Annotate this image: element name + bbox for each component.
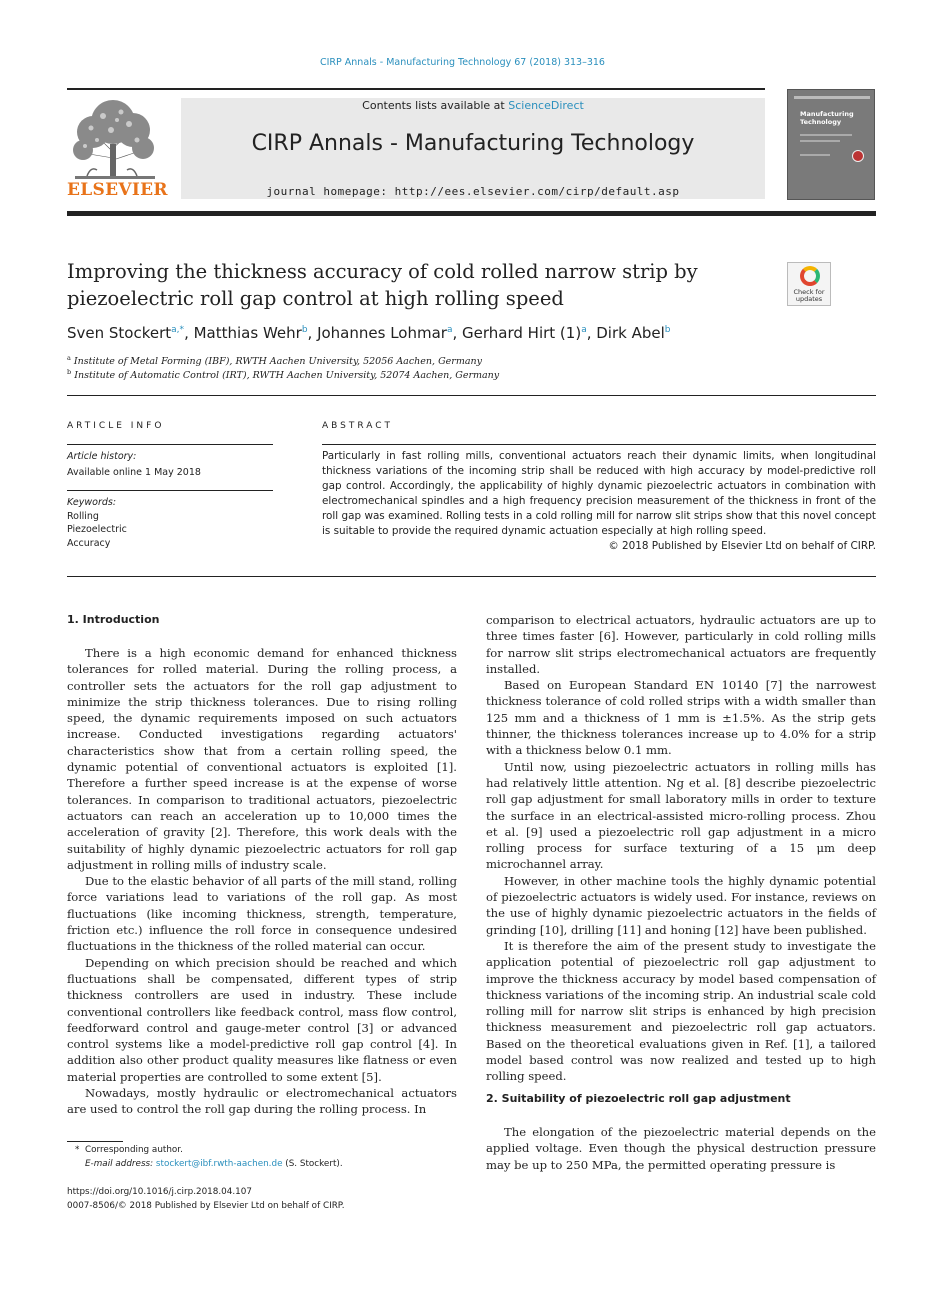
section-1-heading: 1. Introduction <box>67 613 160 626</box>
check-for-updates-badge[interactable] <box>787 262 831 306</box>
footnote-mark: * <box>75 1145 80 1155</box>
history-label: Article history: <box>67 451 137 462</box>
section-2-text <box>486 1124 876 1173</box>
keywords-block <box>67 496 273 550</box>
abstract-rule <box>322 444 876 445</box>
body-paragraph: Until now, using piezoelectric actuators in rolling mills has had relatively little attention. Ng et al. [8] describe piezoelectric roll gap adjustment for small laboratory mills in order to texture the surface in an electrical-assisted micro-rolling process. Zhou et al. [9] used a piezoelectric roll gap adjustment in a micro rolling process for surface texturing of a 15 μm deep microchannel array. <box>486 759 876 872</box>
author-name[interactable]: Matthias Wehr <box>193 324 302 342</box>
keyword[interactable]: Accuracy <box>67 537 111 549</box>
author-affil-sup[interactable]: b <box>664 325 671 335</box>
sciencedirect-link[interactable]: ScienceDirect <box>508 99 584 112</box>
email-suffix: (S. Stockert). <box>282 1159 343 1169</box>
keyword[interactable]: Rolling <box>67 510 99 522</box>
contents-prefix: Contents lists available at <box>362 99 509 112</box>
body-paragraph: Depending on which precision should be reached and which fluctuations shall be compensated, different types of strip thickness controllers are used in industry. These include conventional controllers like feedback control, mass flow control, feedforward control and gauge-meter control [3] or advanced control systems like a model-predictive roll gap control [4]. In addition also other product quality measures like flatness or even material properties are controlled to some extent [5]. <box>67 955 457 1084</box>
keyword[interactable]: Piezoelectric <box>67 524 127 535</box>
body-paragraph: Based on European Standard EN 10140 [7] the narrowest thickness tolerance of cold rolled strips with a width smaller than 125 mm and a thickness of 1 mm is ±1.5%. As the strip gets thinner, the thickness tolerances increase up to 4.0% for a strip with a thickness below 0.1 mm. <box>486 678 876 758</box>
article-history <box>67 450 273 479</box>
article-title: Improving the thickness accuracy of cold rolled narrow strip by piezoelectric roll gap control at high rolling speed <box>67 260 698 310</box>
corresponding-text: Corresponding author. <box>85 1145 183 1155</box>
email-label: E-mail address: <box>85 1159 154 1169</box>
author-name[interactable]: Sven Stockert <box>67 324 172 342</box>
right-column-text <box>486 612 876 1085</box>
keywords-label: Keywords: <box>67 497 117 508</box>
affiliation-sup: a <box>67 354 71 362</box>
abstract-heading: ABSTRACT <box>322 421 394 431</box>
check-updates-label: Check for updates <box>793 288 825 303</box>
abstract-copyright: © 2018 Published by Elsevier Ltd on behalf of CIRP. <box>608 540 876 552</box>
doi-link[interactable]: https://doi.org/10.1016/j.cirp.2018.04.107 <box>67 1187 252 1197</box>
author-separator: , <box>452 324 463 342</box>
cover-line <box>800 134 852 136</box>
article-info-rule <box>67 444 273 445</box>
body-paragraph: It is therefore the aim of the present study to investigate the application potential of piezoelectric roll gap adjustment to improve the thickness accuracy by model based compensation of thickness variations of the incoming strip. An industrial scale cold rolling mill for narrow slit strips is enhanced by high precision thickness measurement and piezoelectric roll gap actuators. Based on the theoretical evaluations given in Ref. [1], a tailored model based control was now realized and tested up to high rolling speed. <box>486 938 876 1084</box>
cover-top-band <box>794 96 870 99</box>
author-separator: , <box>586 324 597 342</box>
abstract-end-rule <box>67 576 876 577</box>
header-bottom-rule <box>67 211 876 216</box>
author-name[interactable]: Johannes Lohmar <box>317 324 447 342</box>
check-updates-icon <box>800 266 820 286</box>
author-name[interactable]: Gerhard Hirt (1) <box>462 324 582 342</box>
body-paragraph: Due to the elastic behavior of all parts of the mill stand, rolling force variations lead to variations of the roll gap. As most fluctuations (like incoming thickness, strength, temperature, friction etc.) influence the roll force in consequence undesired fluctuations in the thickness of the rolled material can occur. <box>67 874 457 954</box>
cover-title: Manufacturing Technology <box>800 110 854 126</box>
author-separator: , <box>307 324 318 342</box>
abstract-body <box>322 449 876 554</box>
affiliation-text: Institute of Automatic Control (IRT), RWTH Aachen University, 52074 Aachen, Germany <box>74 370 500 382</box>
author-affil-sup[interactable]: b <box>301 325 308 335</box>
author-affil-sup[interactable]: a <box>446 325 453 335</box>
cover-seal-icon <box>852 150 864 162</box>
body-paragraph: However, in other machine tools the highly dynamic potential of piezoelectric actuators is widely used. For instance, reviews on the use of highly dynamic piezoelectric actuators in the fields of grinding [10], drilling [11] and honing [12] have been published. <box>486 873 876 937</box>
affiliation-a <box>67 354 482 367</box>
issn-line: 0007-8506/© 2018 Published by Elsevier Ltd on behalf of CIRP. <box>67 1201 345 1211</box>
author-name[interactable]: Dirk Abel <box>596 324 665 342</box>
elsevier-logo[interactable] <box>67 96 168 200</box>
history-value: Available online 1 May 2018 <box>67 466 201 478</box>
body-paragraph: Nowadays, mostly hydraulic or electromechanical actuators are used to control the roll gap during the rolling process. In <box>67 1086 457 1117</box>
journal-homepage[interactable]: journal homepage: http://ees.elsevier.com/cirp/default.asp <box>266 185 680 198</box>
body-paragraph: comparison to electrical actuators, hydraulic actuators are up to three times faster [6]. However, particularly in cold rolling mills for narrow slit strips electromechanical actuators are frequently installed. <box>486 613 876 676</box>
author-affil-sup[interactable]: a,* <box>171 325 185 335</box>
elsevier-wordmark: ELSEVIER <box>67 180 168 200</box>
section-2-heading: 2. Suitability of piezoelectric roll gap adjustment <box>486 1092 791 1105</box>
body-paragraph: The elongation of the piezoelectric material depends on the applied voltage. Even though the physical destruction pressure may be up to 250 MPa, the permitted operating pressure is <box>486 1125 876 1172</box>
cover-line <box>800 154 830 156</box>
author-affil-sup[interactable]: a <box>581 325 587 335</box>
affiliation-sup: b <box>67 368 72 376</box>
author-list <box>67 324 827 342</box>
contents-available-line <box>181 99 765 112</box>
cover-line <box>800 140 840 142</box>
email-note <box>85 1159 343 1169</box>
journal-title: CIRP Annals - Manufacturing Technology <box>251 131 695 156</box>
header-top-rule <box>67 88 765 90</box>
keywords-rule <box>67 490 273 491</box>
corresponding-author-note <box>75 1145 183 1155</box>
affiliation-b <box>67 368 499 381</box>
author-separator: , <box>184 324 194 342</box>
body-paragraph: There is a high economic demand for enhanced thickness tolerances for rolled material. During the rolling process, a controller sets the actuators for the roll gap adjustment to minimize the strip thickness tolerances. Due to rising rolling speed, the dynamic requirements imposed on such actuators increase. Conducted investigations regarding actuators' characteristics show that from a certain rolling speed, the dynamic potential of conventional actuators is exploited [1]. Therefore a further speed increase is at the expense of worse tolerances. In comparison to traditional actuators, piezoelectric actuators can reach an acceleration up to 10,000 times the acceleration of gravity [2]. Therefore, this work deals with the suitability of highly dynamic piezoelectric actuators for roll gap adjustment in rolling mills of industry scale. <box>67 646 457 872</box>
footnote-rule <box>67 1141 123 1142</box>
abstract-text: Particularly in fast rolling mills, conventional actuators reach their dynamic limits, when longitudinal thickness variations of the incoming strip shall be reduced with high accuracy by model-predictive roll gap control. Accordingly, the applicability of highly dynamic piezoelectric actuators in combination with electromechanical spindles and a high frequency precision measurement of the thickness in front of the roll gap was examined. Rolling tests in a cold rolling mill for narrow slit strips show that this novel concept is suitable to provide the required dynamic actuation especially at high rolling speed. <box>322 450 876 537</box>
left-column-text <box>67 645 457 1118</box>
article-info-heading: ARTICLE INFO <box>67 421 165 431</box>
email-link[interactable]: stockert@ibf.rwth-aachen.de <box>155 1159 283 1169</box>
journal-reference[interactable]: CIRP Annals - Manufacturing Technology 67 (2018) 313–316 <box>320 57 605 68</box>
journal-cover-thumbnail[interactable] <box>787 89 875 200</box>
front-matter-rule <box>67 395 876 396</box>
affiliation-text: Institute of Metal Forming (IBF), RWTH Aachen University, 52056 Aachen, Germany <box>73 356 482 368</box>
